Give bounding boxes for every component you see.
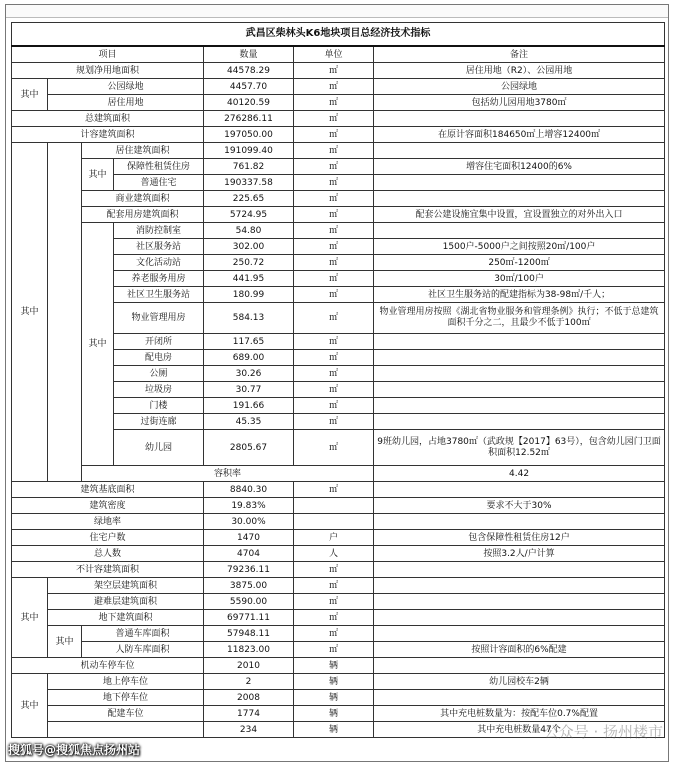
table-row: 社区服务站 302.00 ㎡ 1500户-5000户之间按照20㎡/100户 (12, 239, 665, 255)
table-row: 开闭所 117.65 ㎡ (12, 334, 665, 350)
table-row: 容积率 4.42 (12, 466, 665, 482)
header-item: 项目 (12, 46, 204, 63)
table-row: 不计容建筑面积 79236.11 ㎡ (12, 562, 665, 578)
table-row: 计容建筑面积 197050.00 ㎡ 在原计容面积184650㎡上增容12400㎡ (12, 127, 665, 143)
indicator-table (11, 22, 665, 738)
table-row: 建筑基底面积 8840.30 ㎡ (12, 482, 665, 498)
table-row: 住宅户数 1470 户 包含保障性租赁住房12户 (12, 530, 665, 546)
table-row: 过街连廊 45.35 ㎡ (12, 414, 665, 430)
table-row: 配电房 689.00 ㎡ (12, 350, 665, 366)
table-row: 避难层建筑面积 5590.00 ㎡ (12, 594, 665, 610)
header-unit: 单位 (294, 46, 374, 63)
table-row: 规划净用地面积 44578.29 ㎡ 居住用地（R2）、公园用地 (12, 63, 665, 79)
table-row: 地下建筑面积 69771.11 ㎡ (12, 610, 665, 626)
table-row: 配套用房建筑面积 5724.95 ㎡ 配套公建设施宜集中设置，宜设置独立的对外出入口 (12, 207, 665, 223)
header-note: 备注 (374, 46, 665, 63)
table-row: 人防车库面积 11823.00 ㎡ 按照计容面积的6%配建 (12, 642, 665, 658)
group-label: 其中 (12, 79, 48, 111)
watermark-left: 搜狐号@搜狐焦点扬州站 (8, 743, 141, 757)
table-title: 武昌区柴林头K6地块项目总经济技术指标 (12, 23, 665, 47)
table-row: 总人数 4704 人 按照3.2人/户计算 (12, 546, 665, 562)
table-row: 商业建筑面积 225.65 ㎡ (12, 191, 665, 207)
table-row: 文化活动站 250.72 ㎡ 250㎡-1200㎡ (12, 255, 665, 271)
group-label: 其中 (82, 223, 114, 466)
table-row: 其中 消防控制室 54.80 ㎡ (12, 223, 665, 239)
table-row: 绿地率 30.00% (12, 514, 665, 530)
group-label: 其中 (12, 143, 48, 482)
table-row: 建筑密度 19.83% 要求不大于30% (12, 498, 665, 514)
group-label: 其中 (12, 674, 48, 738)
group-label: 其中 (82, 159, 114, 191)
table-row: 配建车位 1774 辆 其中充电桩数量为：按配车位0.7%配置 (12, 706, 665, 722)
watermark-right: 公众号 · 扬州楼市 (543, 723, 663, 741)
table-row: 地下停车位 2008 辆 (12, 690, 665, 706)
spreadsheet-sheet (5, 4, 669, 762)
table-row: 居住用地 40120.59 ㎡ 包括幼儿园用地3780㎡ (12, 95, 665, 111)
table-row: 普通住宅 190337.58 ㎡ (12, 175, 665, 191)
table-row: 其中 保障性租赁住房 761.82 ㎡ 增容住宅面积12400的6% (12, 159, 665, 175)
sheet-top-rule (6, 5, 668, 18)
table-row: 其中 普通车库面积 57948.11 ㎡ (12, 626, 665, 642)
table-row: 社区卫生服务站 180.99 ㎡ 社区卫生服务站的配建指标为38-98㎡/千人； (12, 287, 665, 303)
table-row: 其中 居住建筑面积 191099.40 ㎡ (12, 143, 665, 159)
header-qty: 数量 (204, 46, 294, 63)
group-label: 其中 (12, 578, 48, 658)
table-row: 其中 地上停车位 2 辆 幼儿园校车2辆 (12, 674, 665, 690)
table-row: 门楼 191.66 ㎡ (12, 398, 665, 414)
table-row: 其中 公园绿地 4457.70 ㎡ 公园绿地 (12, 79, 665, 95)
table-row: 养老服务用房 441.95 ㎡ 30㎡/100户 (12, 271, 665, 287)
group-label: 其中 (48, 626, 82, 658)
table-row: 幼儿园 2805.67 ㎡ 9班幼儿园，占地3780㎡（武政规【2017】63号），包含幼儿园门卫面积面积12.52㎡ (12, 430, 665, 466)
table-row: 其中 架空层建筑面积 3875.00 ㎡ (12, 578, 665, 594)
table-row: 机动车停车位 2010 辆 (12, 658, 665, 674)
table-row: 垃圾房 30.77 ㎡ (12, 382, 665, 398)
header-row (12, 46, 665, 63)
table-row: 总建筑面积 276286.11 ㎡ (12, 111, 665, 127)
table-row: 公厕 30.26 ㎡ (12, 366, 665, 382)
table-row: 234 辆 其中充电桩数量47个 (12, 722, 665, 738)
table-row: 物业管理用房 584.13 ㎡ 物业管理用房按照《湖北省物业服务和管理条例》执行；不低于总建筑面积千分之二，且最少不低于100㎡ (12, 303, 665, 334)
